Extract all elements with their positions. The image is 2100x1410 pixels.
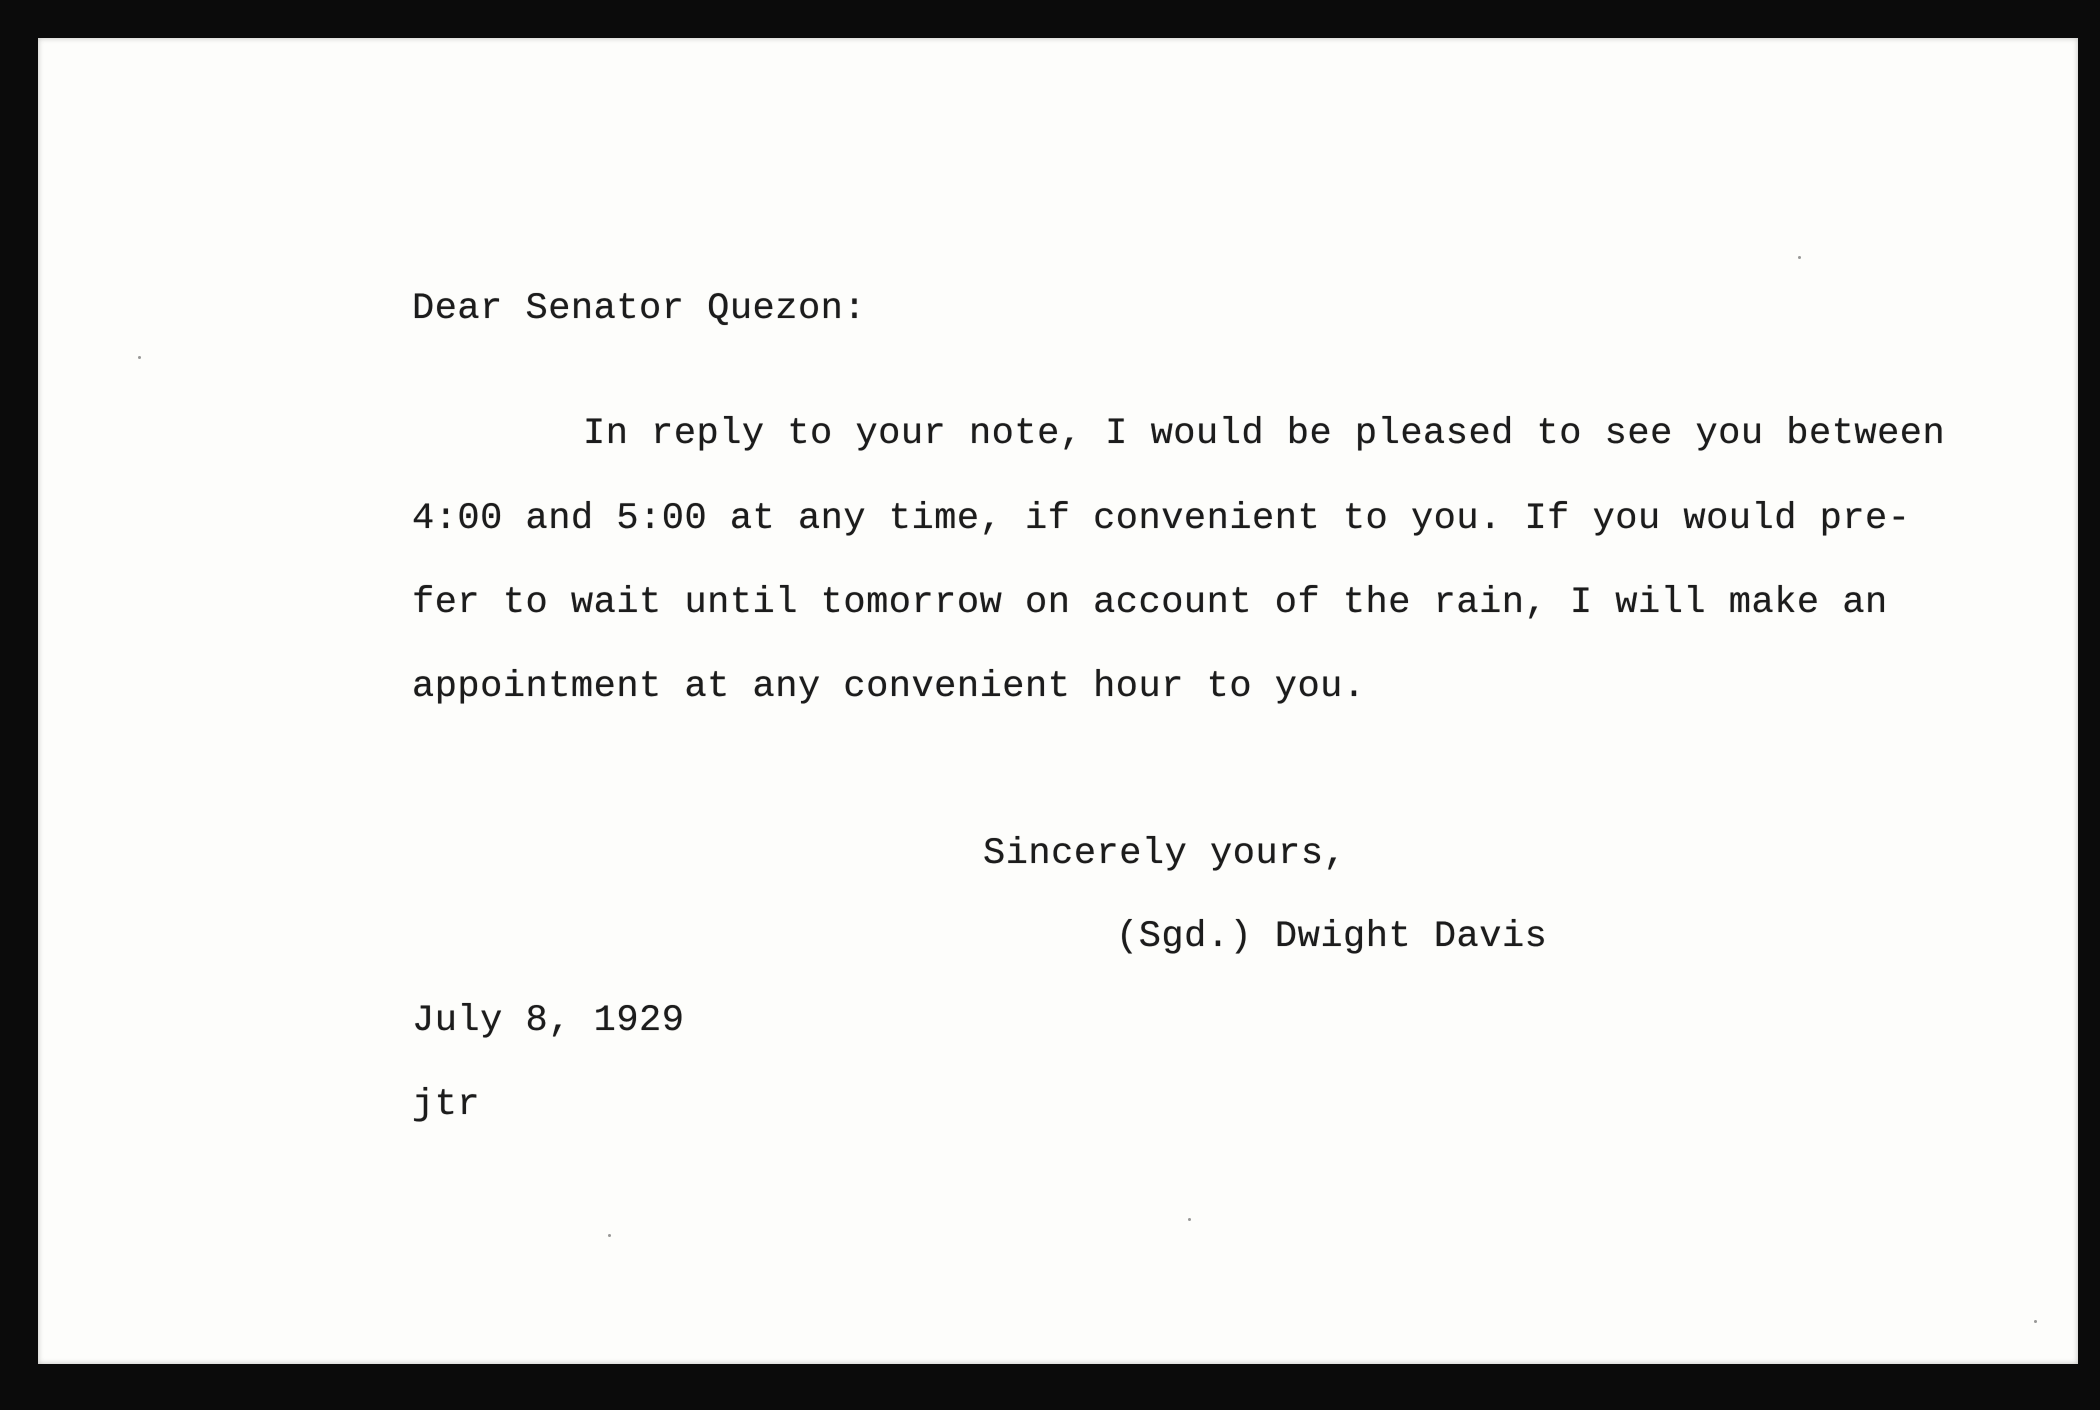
paper-speck — [1798, 256, 1801, 259]
body-line-3: fer to wait until tomorrow on account of the rain, I will make an — [412, 582, 1888, 624]
closing: Sincerely yours, — [983, 833, 1347, 875]
body-line-2: 4:00 and 5:00 at any time, if convenient to you. If you would pre- — [412, 498, 1911, 540]
paper-speck — [608, 1234, 611, 1237]
body-line-4: appointment at any convenient hour to you. — [412, 666, 1366, 708]
paper-speck — [1188, 1218, 1191, 1221]
typist-initials: jtr — [412, 1084, 481, 1126]
letter-page — [38, 38, 2078, 1364]
salutation: Dear Senator Quezon: — [412, 288, 867, 330]
body-line-1: In reply to your note, I would be pleased to see you between — [583, 413, 1946, 455]
signature: (Sgd.) Dwight Davis — [1116, 916, 1548, 958]
paper-speck — [138, 356, 141, 359]
paper-speck — [2034, 1320, 2037, 1323]
date: July 8, 1929 — [412, 1000, 685, 1042]
